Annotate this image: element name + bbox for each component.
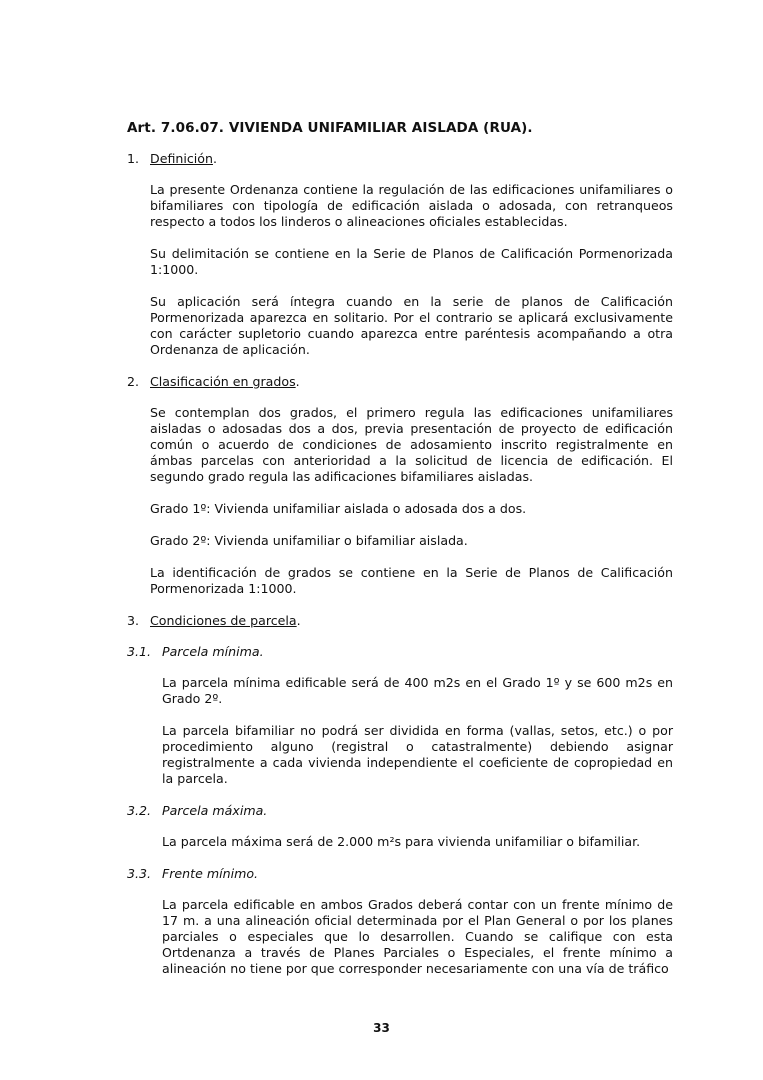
paragraph: La presente Ordenanza contiene la regulación de las edificaciones unifamiliares o bifamiliares con tipología de edificación aislada o adosada, con retranqueos respecto a todos los linderos o alineaciones oficiales establecidas. [150,182,673,229]
section-heading-condiciones [127,613,673,629]
section-number: 3. [127,613,140,628]
section-number: 1. [127,151,140,166]
subsection-heading-frente-minimo [127,866,673,882]
subsection-number: 3.1. [127,644,152,659]
section-suffix: . [212,151,217,166]
subsection-number: 3.3. [127,866,152,881]
page-content [127,120,673,993]
paragraph: La parcela mínima edificable será de 400 m2s en el Grado 1º y se 600 m2s en Grado 2º. [162,675,673,706]
paragraph: Se contemplan dos grados, el primero regula las edificaciones unifamiliares aisladas o adosadas dos a dos, previa presentación de proyecto de edificación común o acuerdo de condiciones de adosamiento inscrito registralmente en ámbas parcelas con anterioridad a la solicitud de licencia de edificación. El segundo grado regula las adificaciones bifamiliares aisladas. [150,405,673,484]
section-suffix: . [295,374,300,389]
subsection-heading-parcela-minima [127,644,673,660]
subsection-label: Parcela máxima. [162,803,268,818]
paragraph: La parcela bifamiliar no podrá ser dividida en forma (vallas, setos, etc.) o por procedimiento alguno (registral o catastralmente) debiendo asignar registralmente a cada vivienda independiente el coeficiente de copropiedad en la parcela. [162,723,673,786]
subsection-label: Frente mínimo. [162,866,259,881]
article-title: Art. 7.06.07. VIVIENDA UNIFAMILIAR AISLADA (RUA). [127,120,533,136]
paragraph: La parcela edificable en ambos Grados deberá contar con un frente mínimo de 17 m. a una alineación oficial determinada por el Plan General o por los planes parciales o especiales que lo desarrollen. Cuando se califique con esta Ortdenanza a través de Planes Parciales o Especiales, el frente mínimo a alineación no tiene por que corresponder necesariamente con una vía de tráfico [162,897,673,976]
section-suffix: . [296,613,301,628]
subsection-label: Parcela mínima. [162,644,264,659]
section-number: 2. [127,374,140,389]
paragraph: Grado 1º: Vivienda unifamiliar aislada o adosada dos a dos. [150,501,527,516]
subsection-heading-parcela-maxima [127,803,673,819]
section-heading-definicion [127,151,673,167]
section-label: Definición [150,151,213,166]
section-label: Condiciones de parcela [150,613,297,628]
paragraph: La parcela máxima será de 2.000 m²s para vivienda unifamiliar o bifamiliar. [162,834,641,849]
paragraph: Su delimitación se contiene en la Serie de Planos de Calificación Pormenorizada 1:1000. [150,246,673,277]
section-heading-clasificacion [127,374,673,390]
paragraph: Su aplicación será íntegra cuando en la serie de planos de Calificación Pormenorizada aparezca en solitario. Por el contrario se aplicará exclusivamente con carácter supletorio cuando aparezca entre paréntesis acompañando a otra Ordenanza de aplicación. [150,294,673,357]
paragraph: La identificación de grados se contiene en la Serie de Planos de Calificación Pormenorizada 1:1000. [150,565,673,596]
section-label: Clasificación en grados [150,374,296,389]
page-number: 33 [373,1021,390,1035]
subsection-number: 3.2. [127,803,152,818]
paragraph: Grado 2º: Vivienda unifamiliar o bifamiliar aislada. [150,533,468,548]
